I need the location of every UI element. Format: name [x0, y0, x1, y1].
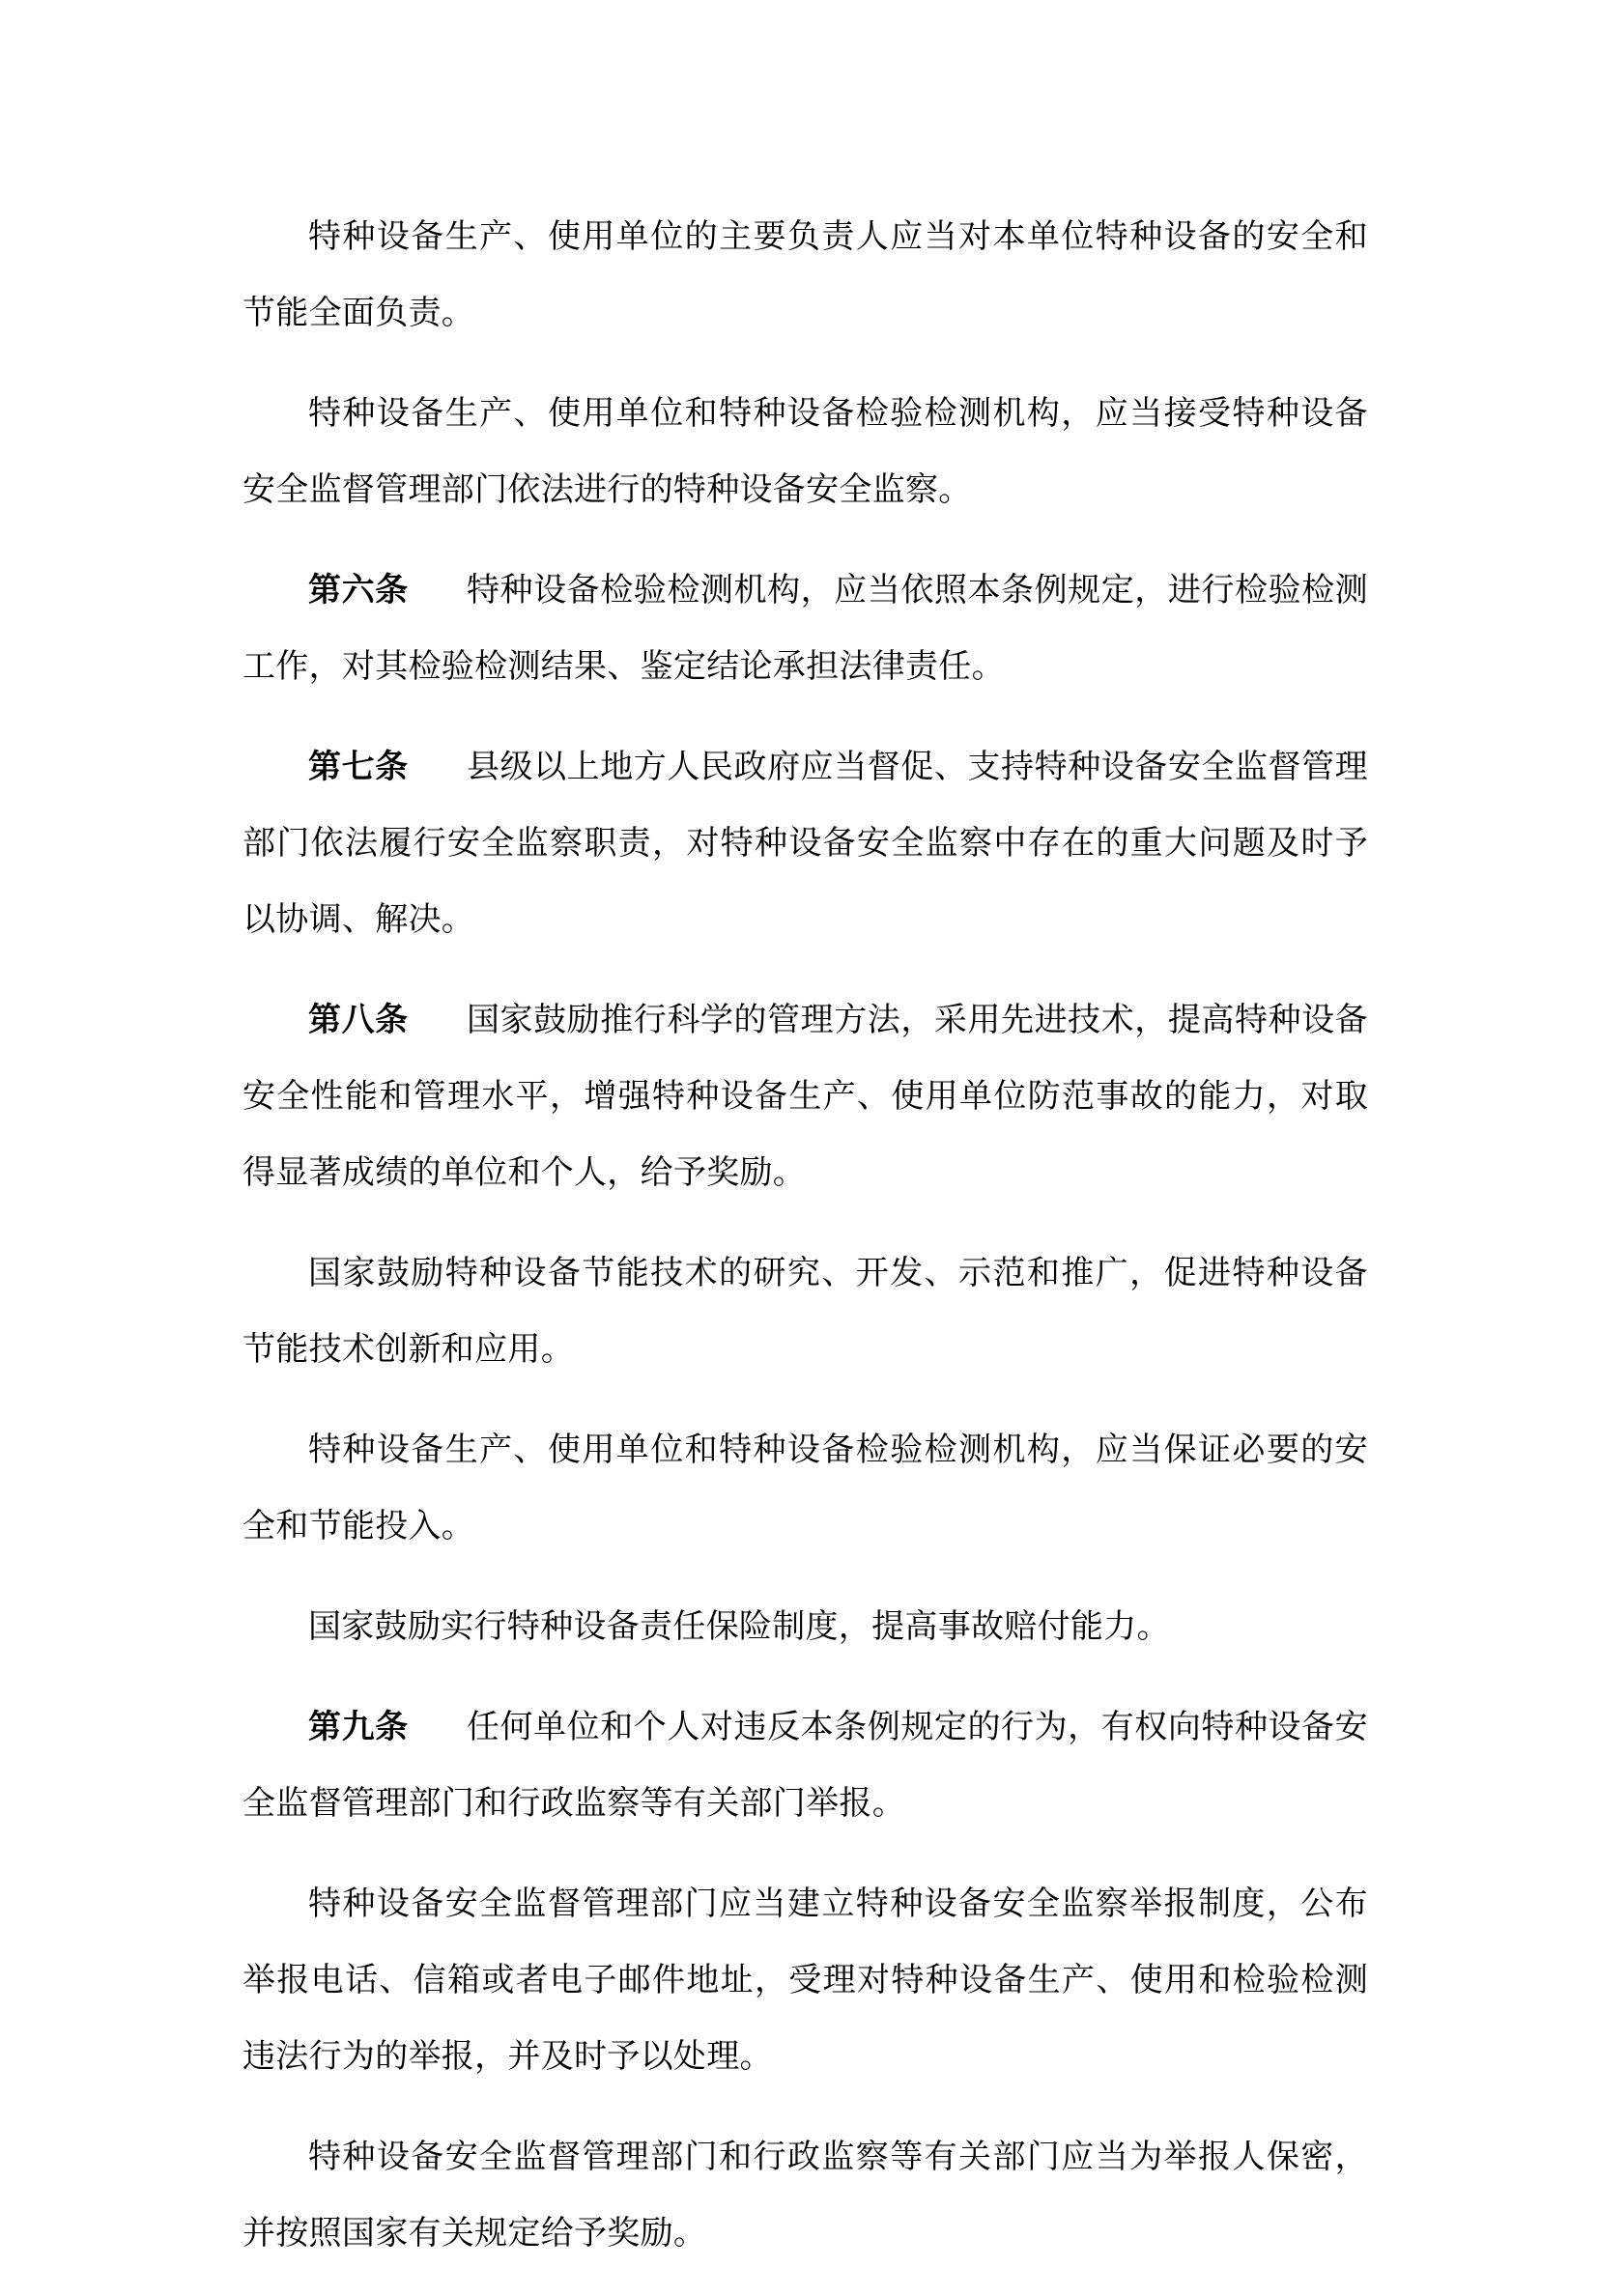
article-7-paragraph — [243, 729, 1368, 958]
paragraph-text: 特种设备安全监督管理部门和行政监察等有关部门应当为举报人保密，并按照国家有关规定给予奖励。 — [243, 2138, 1368, 2253]
article-label: 第六条 — [308, 571, 409, 609]
paragraph-text: 国家鼓励特种设备节能技术的研究、开发、示范和推广，促进特种设备节能技术创新和应用。 — [243, 1254, 1368, 1369]
paragraph — [243, 376, 1368, 528]
paragraph — [243, 199, 1368, 352]
article-label: 第九条 — [308, 1708, 409, 1746]
paragraph-text: 特种设备检验检测机构，应当依照本条例规定，进行检验检测工作，对其检验检测结果、鉴定结论承担法律责任。 — [243, 571, 1368, 686]
paragraph-text: 国家鼓励实行特种设备责任保险制度，提高事故赔付能力。 — [308, 1607, 1170, 1646]
paragraph-text: 县级以上地方人民政府应当督促、支持特种设备安全监督管理部门依法履行安全监察职责，对特种设备安全监察中存在的重大问题及时予以协调、解决。 — [243, 748, 1368, 939]
paragraph-text: 特种设备生产、使用单位和特种设备检验检测机构，应当接受特种设备安全监督管理部门依法进行的特种设备安全监察。 — [243, 394, 1368, 509]
paragraph-text: 国家鼓励推行科学的管理方法，采用先进技术，提高特种设备安全性能和管理水平，增强特种设备生产、使用单位防范事故的能力，对取得显著成绩的单位和个人，给予奖励。 — [243, 1001, 1368, 1192]
paragraph-text: 任何单位和个人对违反本条例规定的行为，有权向特种设备安全监督管理部门和行政监察等有关部门举报。 — [243, 1708, 1368, 1823]
paragraph — [243, 1412, 1368, 1565]
paragraph — [243, 2119, 1368, 2272]
paragraph-text: 特种设备生产、使用单位的主要负责人应当对本单位特种设备的安全和节能全面负责。 — [243, 217, 1368, 332]
paragraph-text: 特种设备生产、使用单位和特种设备检验检测机构，应当保证必要的安全和节能投入。 — [243, 1431, 1368, 1545]
article-9-paragraph — [243, 1689, 1368, 1842]
paragraph-text: 特种设备安全监督管理部门应当建立特种设备安全监察举报制度，公布举报电话、信箱或者电子邮件地址，受理对特种设备生产、使用和检验检测违法行为的举报，并及时予以处理。 — [243, 1885, 1368, 2076]
article-8-paragraph — [243, 982, 1368, 1211]
article-6-paragraph — [243, 553, 1368, 705]
paragraph — [243, 1235, 1368, 1388]
paragraph — [243, 1589, 1368, 1665]
paragraph — [243, 1866, 1368, 2095]
article-label: 第七条 — [308, 748, 409, 786]
article-label: 第八条 — [308, 1001, 409, 1039]
document-body — [243, 199, 1368, 2296]
